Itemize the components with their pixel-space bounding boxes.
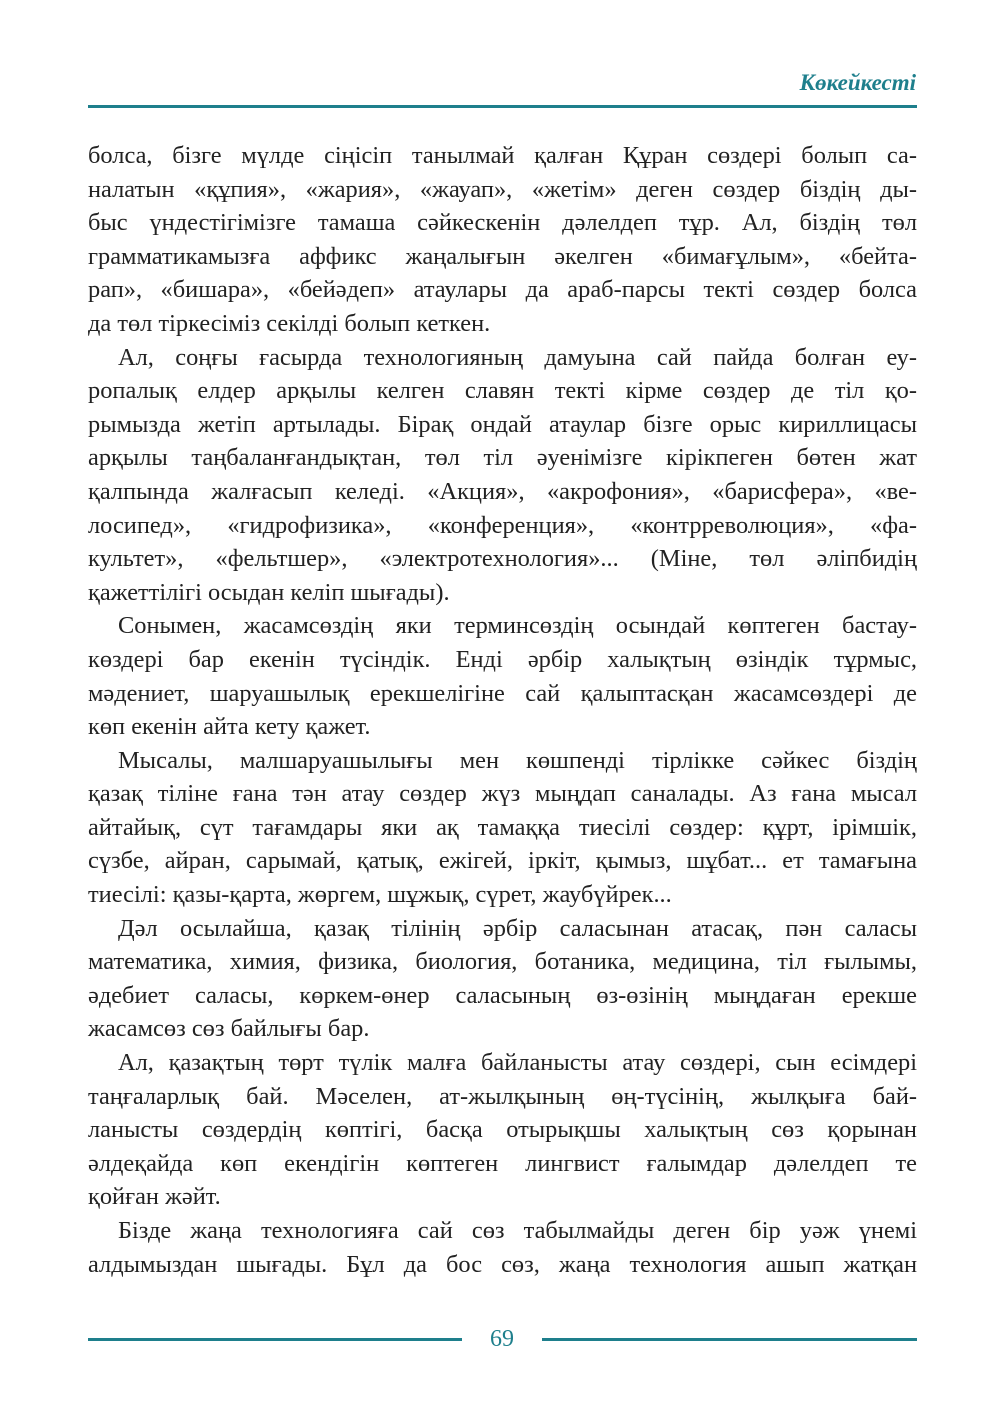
paragraph-3 bbox=[88, 609, 917, 743]
paragraph-1 bbox=[88, 139, 917, 341]
running-header-title: Көкейкесті bbox=[799, 70, 916, 95]
text-line: қалпында жалғасып келеді. «Акция», «акрофония», «барисфера», «ве- bbox=[88, 477, 917, 505]
paragraph-7 bbox=[88, 1214, 917, 1281]
text-line: таңғаларлық бай. Мәселен, ат-жылқының өң-түсінің, жылқыға бай- bbox=[88, 1082, 917, 1110]
text-line: налатын «құпия», «жария», «жауап», «жетім» деген сөздер біздің ды- bbox=[88, 175, 917, 203]
text-line: қойған жәйт. bbox=[88, 1183, 221, 1211]
text-line: Сонымен, жасамсөздің яки терминсөздің осындай көптеген бастау- bbox=[118, 612, 917, 640]
text-line: қажеттілігі осыдан келіп шығады). bbox=[88, 578, 450, 606]
text-line: ланысты сөздердің көптігі, басқа отырықшы халықтың сөз қорынан bbox=[88, 1116, 917, 1144]
paragraph-4 bbox=[88, 744, 917, 912]
text-line: көздері бар екенін түсіндік. Енді әрбір халықтың өзіндік тұрмыс, bbox=[88, 645, 917, 673]
text-line: арқылы таңбаланғандықтан, төл тіл әуенімізге кірікпеген бөтен жат bbox=[88, 444, 917, 472]
text-line: Дәл осылайша, қазақ тілінің әрбір саласынан атасақ, пән саласы bbox=[118, 914, 917, 942]
header-divider bbox=[88, 105, 917, 108]
text-line: болса, бізге мүлде сіңісіп танылмай қалған Құран сөздері болып са- bbox=[88, 142, 917, 169]
text-line: сүзбе, айран, сарымай, қатық, ежігей, іркіт, қымыз, шұбат... ет тамағына bbox=[88, 847, 917, 875]
text-line: алдымыздан шығады. Бұл да бос сөз, жаңа технология ашып жатқан bbox=[88, 1250, 917, 1278]
text-line: лосипед», «гидрофизика», «конференция», «контрреволюция», «фа- bbox=[88, 511, 917, 539]
text-line: математика, химия, физика, биология, ботаника, медицина, тіл ғылымы, bbox=[88, 948, 917, 976]
text-line: әдебиет саласы, көркем-өнер саласының өз-өзінің мыңдаған ерекше bbox=[88, 981, 917, 1009]
paragraph-5 bbox=[88, 912, 917, 1046]
text-line: Ал, соңғы ғасырда технологияның дамуына сай пайда болған еу- bbox=[118, 343, 917, 371]
text-line: көп екенін айта кету қажет. bbox=[88, 713, 371, 741]
text-line: рап», «бишара», «бейәдеп» атаулары да араб-парсы текті сөздер болса bbox=[88, 276, 917, 304]
text-line: тиесілі: қазы-қарта, жөргем, шұжық, сүрет, жаубүйрек... bbox=[88, 881, 672, 909]
footer-divider-right bbox=[542, 1338, 917, 1341]
text-line: Бізде жаңа технологияға сай сөз табылмайды деген бір уәж үнемі bbox=[118, 1217, 917, 1244]
text-line: мәдениет, шаруашылық ерекшелігіне сай қалыптасқан жасамсөздері де bbox=[88, 679, 917, 707]
page-body bbox=[88, 139, 917, 1281]
paragraph-2 bbox=[88, 341, 917, 610]
text-line: культет», «фельтшер», «электротехнология»... (Міне, төл әліпбидің bbox=[88, 545, 917, 573]
text-line: қазақ тіліне ғана тән атау сөздер жүз мыңдап саналады. Аз ғана мысал bbox=[88, 780, 917, 808]
text-line: әлдеқайда көп екендігін көптеген лингвист ғалымдар дәлелдеп те bbox=[88, 1149, 917, 1177]
text-line: быс үндестігімізге тамаша сәйкескенін дәлелдеп тұр. Ал, біздің төл bbox=[88, 209, 917, 237]
footer-divider-left bbox=[88, 1338, 462, 1341]
text-line: жасамсөз сөз байлығы бар. bbox=[88, 1015, 370, 1043]
text-line: айтайық, сүт тағамдары яки ақ тамаққа тиесілі сөздер: құрт, ірімшік, bbox=[88, 813, 917, 841]
text-line: грамматикамызға аффикс жаңалығын әкелген «бимағұлым», «бейта- bbox=[88, 242, 917, 270]
text-line: да төл тіркесіміз секілді болып кеткен. bbox=[88, 309, 491, 337]
text-line: рымызда жетіп артылады. Бірақ ондай атаулар бізге орыс кириллицасы bbox=[88, 410, 917, 438]
page-number: 69 bbox=[490, 1326, 514, 1352]
text-line: ропалық елдер арқылы келген славян текті кірме сөздер де тіл қо- bbox=[88, 377, 917, 405]
text-line: Мысалы, малшаруашылығы мен көшпенді тірлікке сәйкес біздің bbox=[118, 746, 917, 774]
text-line: Ал, қазақтың төрт түлік малға байланысты атау сөздері, сын есімдері bbox=[118, 1049, 917, 1077]
paragraph-6 bbox=[88, 1046, 917, 1214]
